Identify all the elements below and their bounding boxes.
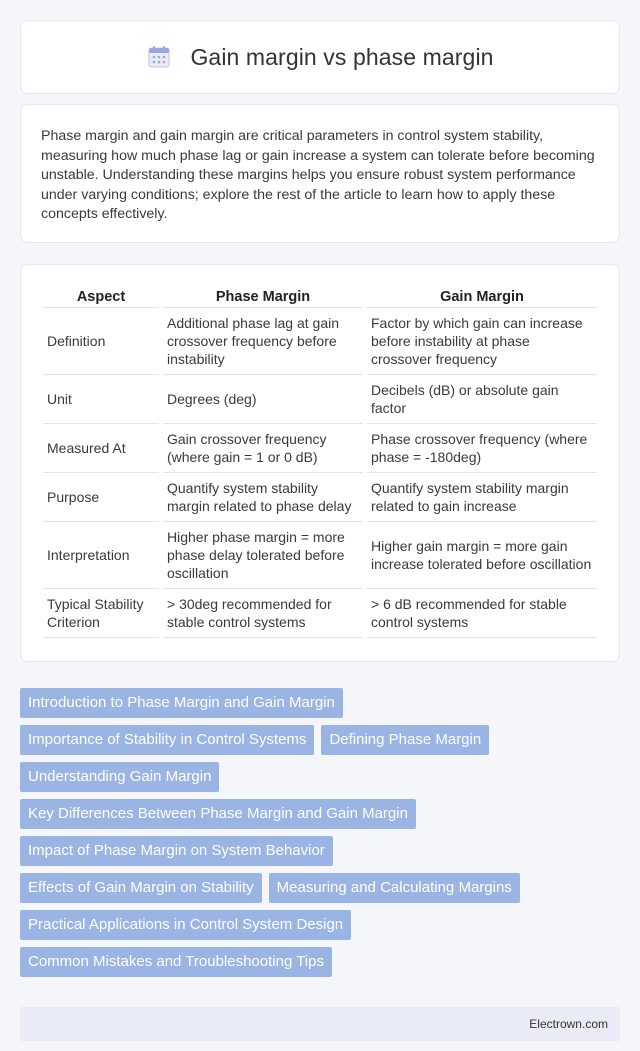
tag-key-differences[interactable]: Key Differences Between Phase Margin and Gain Margin xyxy=(20,799,416,829)
column-header-phase-margin: Phase Margin xyxy=(163,285,363,308)
row-gain-margin: Factor by which gain can increase before instability at phase crossover frequency xyxy=(367,308,597,375)
column-header-aspect: Aspect xyxy=(43,285,159,308)
column-header-gain-margin: Gain Margin xyxy=(367,285,597,308)
row-aspect: Purpose xyxy=(43,473,159,522)
table-row xyxy=(43,308,597,375)
calendar-icon xyxy=(146,44,172,70)
page-header xyxy=(20,20,620,94)
table-header-row xyxy=(43,285,597,308)
tag-effects-of-gain-margin[interactable]: Effects of Gain Margin on Stability xyxy=(20,873,262,903)
row-gain-margin: Quantify system stability margin related to gain increase xyxy=(367,473,597,522)
row-phase-margin: Higher phase margin = more phase delay tolerated before oscillation xyxy=(163,522,363,589)
row-aspect: Measured At xyxy=(43,424,159,473)
table-row xyxy=(43,522,597,589)
tag-defining-phase-margin[interactable]: Defining Phase Margin xyxy=(321,725,489,755)
row-gain-margin: Phase crossover frequency (where phase = -180deg) xyxy=(367,424,597,473)
row-aspect: Definition xyxy=(43,308,159,375)
page-title: Gain margin vs phase margin xyxy=(190,43,494,70)
row-phase-margin: > 30deg recommended for stable control systems xyxy=(163,589,363,638)
tag-common-mistakes[interactable]: Common Mistakes and Troubleshooting Tips xyxy=(20,947,332,977)
row-aspect: Typical Stability Criterion xyxy=(43,589,159,638)
row-phase-margin: Degrees (deg) xyxy=(163,375,363,424)
tag-measuring-and-calculating[interactable]: Measuring and Calculating Margins xyxy=(269,873,520,903)
tag-practical-applications[interactable]: Practical Applications in Control System Design xyxy=(20,910,351,940)
tag-introduction[interactable]: Introduction to Phase Margin and Gain Margin xyxy=(20,688,343,718)
tag-importance-of-stability[interactable]: Importance of Stability in Control Systems xyxy=(20,725,314,755)
intro-text: Phase margin and gain margin are critical parameters in control system stability, measuring how much phase lag or gain increase a system can tolerate before becoming unstable. Understanding these margins helps you ensure robust system performance under varying conditions; explore the rest of the article to learn how to apply these concepts effectively. xyxy=(41,128,595,223)
table-row xyxy=(43,424,597,473)
topic-tags xyxy=(20,688,580,977)
footer xyxy=(20,1007,620,1041)
table-row xyxy=(43,375,597,424)
tag-understanding-gain-margin[interactable]: Understanding Gain Margin xyxy=(20,762,219,792)
row-gain-margin: Higher gain margin = more gain increase tolerated before oscillation xyxy=(367,522,597,589)
tag-impact-of-phase-margin[interactable]: Impact of Phase Margin on System Behavior xyxy=(20,836,333,866)
comparison-table xyxy=(39,285,601,638)
row-phase-margin: Gain crossover frequency (where gain = 1 or 0 dB) xyxy=(163,424,363,473)
row-phase-margin: Additional phase lag at gain crossover frequency before instability xyxy=(163,308,363,375)
footer-site-link[interactable]: Electrown.com xyxy=(529,1017,608,1031)
row-aspect: Unit xyxy=(43,375,159,424)
intro-card xyxy=(20,104,620,243)
row-phase-margin: Quantify system stability margin related to phase delay xyxy=(163,473,363,522)
comparison-table-card xyxy=(20,264,620,662)
row-aspect: Interpretation xyxy=(43,522,159,589)
row-gain-margin: > 6 dB recommended for stable control systems xyxy=(367,589,597,638)
row-gain-margin: Decibels (dB) or absolute gain factor xyxy=(367,375,597,424)
table-row xyxy=(43,473,597,522)
table-row xyxy=(43,589,597,638)
